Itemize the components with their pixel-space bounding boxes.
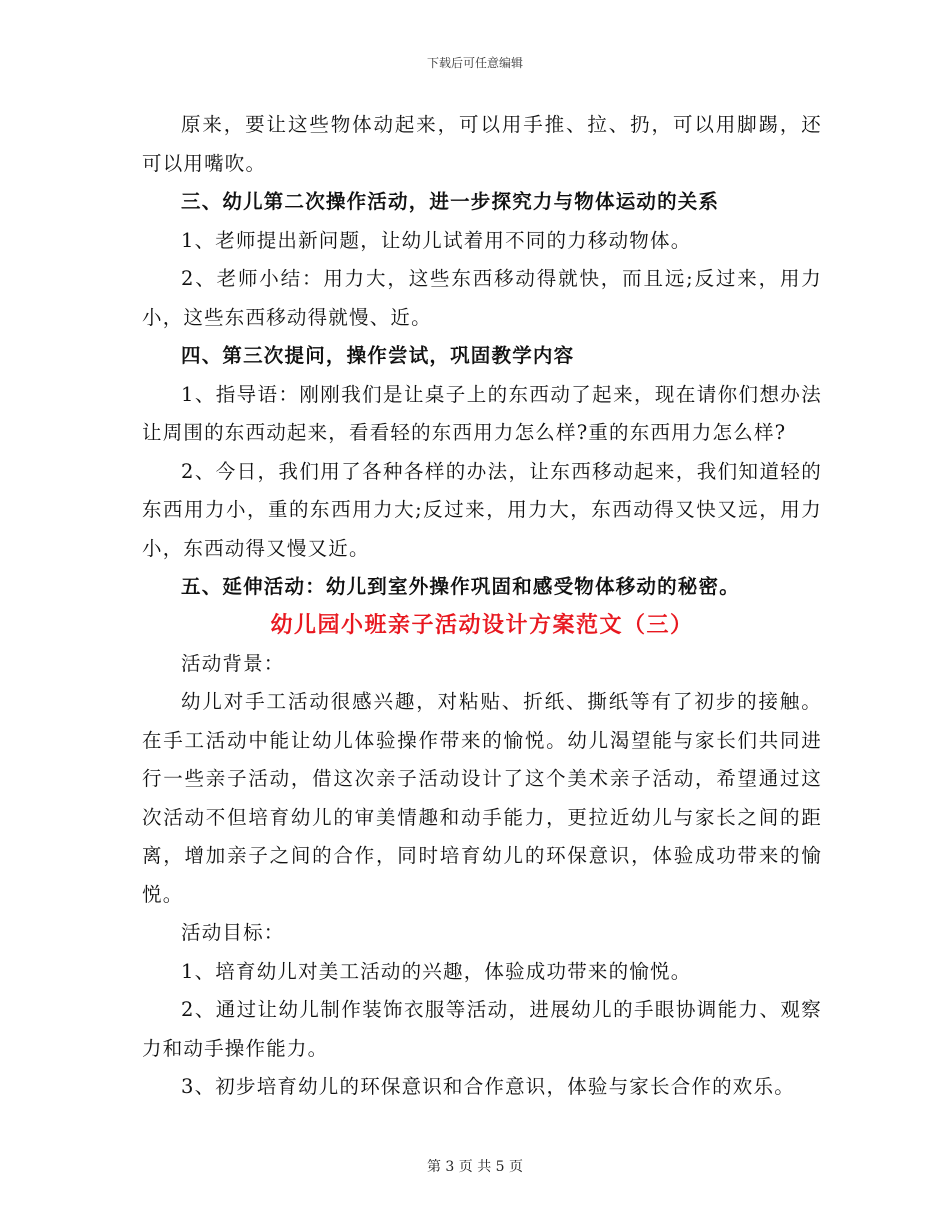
paragraph-guidance: 1、指导语：刚刚我们是让桌子上的东西动了起来，现在请你们想办法让周围的东西动起来，看看轻的东西用力怎么样?重的东西用力怎么样? [142,382,822,444]
goal-item-3: 3、初步培育幼儿的环保意识和合作意识，体验与家长合作的欢乐。 [181,1075,795,1098]
paragraph-conclusion: 原来，要让这些物体动起来，可以用手推、拉、扔，可以用脚踢，还可以用嘴吹。 [142,113,822,175]
paragraph-step-2: 2、老师小结：用力大，这些东西移动得就快，而且远;反过来，用力小，这些东西移动得就慢、近。 [142,267,822,329]
section-heading-3: 三、幼儿第二次操作活动，进一步探究力与物体运动的关系 [181,190,720,213]
goal-item-1: 1、培育幼儿对美工活动的兴趣，体验成功带来的愉悦。 [181,959,692,983]
goals-label: 活动目标： [181,921,285,944]
document-body [142,106,822,1107]
section-heading-4: 四、第三次提问，操作尝试，巩固教学内容 [181,344,575,367]
section-title: 幼儿园小班亲子活动设计方案范文（三） [270,612,694,638]
paragraph-step-1: 1、老师提出新问题，让幼儿试着用不同的力移动物体。 [181,228,692,252]
background-text: 幼儿对手工活动很感兴趣，对粘贴、折纸、撕纸等有了初步的接触。在手工活动中能让幼儿体验操作带来的愉悦。幼儿渴望能与家长们共同进行一些亲子活动，借这次亲子活动设计了这个美术亲子活动，希望通过这次活动不但培育幼儿的审美情趣和动手能力，更拉近幼儿与家长之间的距离，增加亲子之间的合作，同时培育幼儿的环保意识，体验成功带来的愉悦。 [142,690,822,906]
goal-item-2: 2、通过让幼儿制作装饰衣服等活动，进展幼儿的手眼协调能力、观察力和动手操作能力。 [142,998,822,1060]
section-heading-5: 五、延伸活动：幼儿到室外操作巩固和感受物体移动的秘密。 [181,575,740,598]
paragraph-summary: 2、今日，我们用了各种各样的办法，让东西移动起来，我们知道轻的东西用力小，重的东西用力大;反过来，用力大，东西动得又快又远，用力小，东西动得又慢又近。 [142,459,822,560]
page-footer: 第 3 页 共 5 页 [426,1159,524,1175]
background-label: 活动背景： [181,651,285,675]
page-header: 下载后可任意编辑 [426,56,523,70]
